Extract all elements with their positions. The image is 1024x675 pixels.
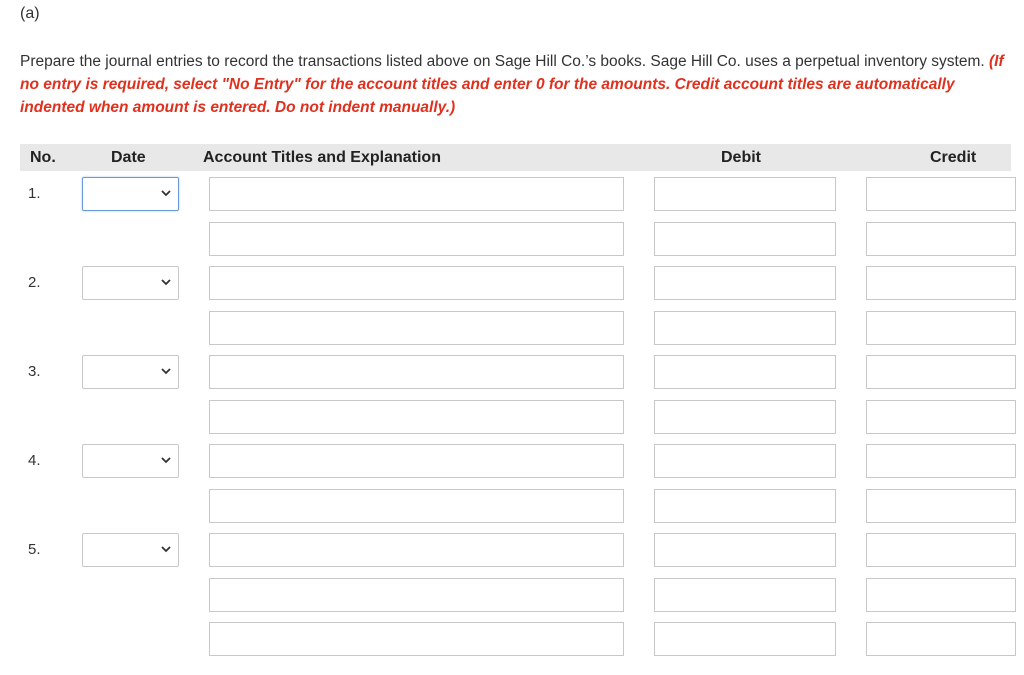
instructions-note: (If no entry is required, select "No Entry" for the account titles and enter 0 for the amounts. Credit account titles are automatically indented when amount is entered. Do not indent manually.) [20, 53, 1004, 116]
entry-number: 1. [28, 185, 41, 202]
chevron-down-icon [160, 454, 172, 466]
debit-input[interactable] [654, 177, 836, 211]
account-title-input[interactable] [209, 533, 624, 567]
table-header [20, 144, 1011, 171]
debit-input[interactable] [654, 222, 836, 256]
date-select[interactable] [82, 444, 179, 478]
date-select[interactable] [82, 177, 179, 211]
credit-input[interactable] [866, 177, 1016, 211]
debit-input[interactable] [654, 533, 836, 567]
account-title-input[interactable] [209, 222, 624, 256]
account-title-input[interactable] [209, 266, 624, 300]
credit-input[interactable] [866, 622, 1016, 656]
account-title-input[interactable] [209, 489, 624, 523]
account-title-input[interactable] [209, 444, 624, 478]
debit-input[interactable] [654, 400, 836, 434]
debit-input[interactable] [654, 355, 836, 389]
debit-input[interactable] [654, 311, 836, 345]
date-select[interactable] [82, 533, 179, 567]
header-date: Date [111, 149, 146, 166]
account-title-input[interactable] [209, 578, 624, 612]
credit-input[interactable] [866, 311, 1016, 345]
header-debit: Debit [721, 149, 761, 166]
debit-input[interactable] [654, 489, 836, 523]
chevron-down-icon [160, 276, 172, 288]
entry-number: 5. [28, 541, 41, 558]
entry-number: 4. [28, 452, 41, 469]
entry-number: 3. [28, 363, 41, 380]
credit-input[interactable] [866, 400, 1016, 434]
credit-input[interactable] [866, 266, 1016, 300]
header-no: No. [30, 149, 56, 166]
instructions [20, 50, 1010, 119]
chevron-down-icon [160, 187, 172, 199]
credit-input[interactable] [866, 444, 1016, 478]
debit-input[interactable] [654, 622, 836, 656]
debit-input[interactable] [654, 444, 836, 478]
account-title-input[interactable] [209, 400, 624, 434]
header-account-titles: Account Titles and Explanation [203, 149, 441, 166]
account-title-input[interactable] [209, 622, 624, 656]
credit-input[interactable] [866, 222, 1016, 256]
credit-input[interactable] [866, 355, 1016, 389]
entry-number: 2. [28, 274, 41, 291]
account-title-input[interactable] [209, 177, 624, 211]
chevron-down-icon [160, 543, 172, 555]
chevron-down-icon [160, 365, 172, 377]
credit-input[interactable] [866, 533, 1016, 567]
debit-input[interactable] [654, 266, 836, 300]
header-credit: Credit [930, 149, 977, 166]
date-select[interactable] [82, 355, 179, 389]
date-select[interactable] [82, 266, 179, 300]
account-title-input[interactable] [209, 355, 624, 389]
credit-input[interactable] [866, 489, 1016, 523]
account-title-input[interactable] [209, 311, 624, 345]
credit-input[interactable] [866, 578, 1016, 612]
part-label: (a) [20, 5, 40, 22]
instructions-text: Prepare the journal entries to record the transactions listed above on Sage Hill Co.’s books. Sage Hill Co. uses a perpetual inventory system. [20, 53, 985, 70]
debit-input[interactable] [654, 578, 836, 612]
